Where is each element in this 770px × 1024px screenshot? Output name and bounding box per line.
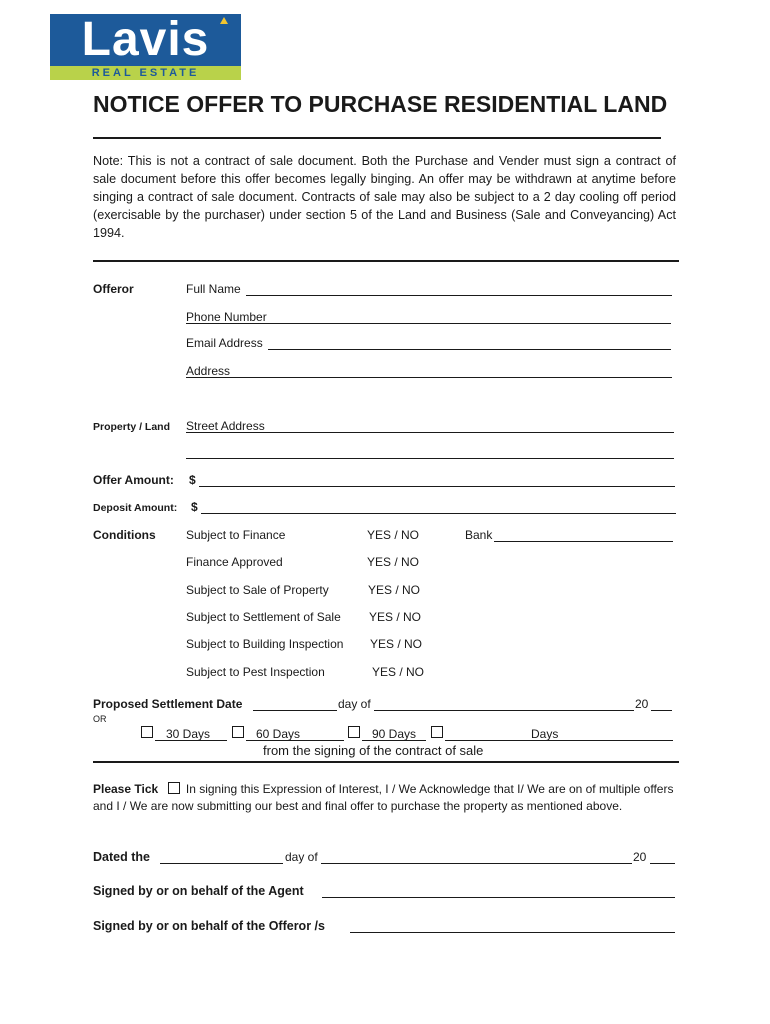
- 30-days-underline: [155, 728, 227, 741]
- street-address-line-2[interactable]: [186, 446, 674, 459]
- phone-number-label: Phone Number: [186, 310, 267, 324]
- deposit-currency: $: [191, 500, 198, 514]
- settlement-year-prefix: 20: [635, 697, 649, 711]
- section-divider: [93, 260, 679, 262]
- 90-days-underline: [362, 728, 426, 741]
- dated-year-field[interactable]: [650, 851, 675, 864]
- or-label: OR: [93, 714, 107, 724]
- 30-days-label: 30 Days: [166, 727, 211, 741]
- address-field[interactable]: [186, 365, 672, 378]
- disclaimer-note: Note: This is not a contract of sale document. Both the Purchase and Vender must sign a contract of sale document before this offer becomes legally binging. An offer may be withdrawn at anytime before singing a contract of sale document. Contracts of sale may also be subject to a 2 day cooling off period (exercisable by the purchaser) under section 5 of the Land and Business (Sale and Conveyancing) Act 1994.: [93, 154, 676, 240]
- custom-days-checkbox[interactable]: [431, 726, 443, 738]
- custom-days-field[interactable]: [445, 728, 673, 741]
- please-tick-paragraph: [93, 781, 675, 815]
- conditions-label: Conditions: [93, 528, 156, 542]
- dated-day-of: day of: [285, 850, 318, 864]
- condition-label: Finance Approved: [186, 555, 283, 569]
- condition-choice[interactable]: YES / NO: [370, 637, 423, 651]
- offeror-label: Offeror: [93, 282, 134, 296]
- dated-day-field[interactable]: [160, 851, 283, 864]
- logo-tagline: REAL ESTATE: [91, 67, 200, 79]
- from-signing-text: from the signing of the contract of sale: [263, 743, 484, 758]
- dated-month-field[interactable]: [321, 851, 632, 864]
- email-address-label: Email Address: [186, 336, 263, 350]
- settlement-day-field[interactable]: [253, 698, 337, 711]
- settlement-month-field[interactable]: [374, 698, 634, 711]
- acknowledge-checkbox[interactable]: [168, 782, 180, 794]
- condition-label: Subject to Sale of Property: [186, 583, 329, 597]
- 90-days-label: 90 Days: [372, 727, 417, 741]
- condition-label: Subject to Finance: [186, 528, 286, 542]
- dated-label: Dated the: [93, 850, 150, 864]
- property-land-label: Property / Land: [93, 421, 171, 433]
- phone-number-field[interactable]: [186, 311, 671, 324]
- company-logo: [50, 14, 241, 80]
- email-address-field[interactable]: [268, 337, 671, 350]
- full-name-field[interactable]: [246, 283, 672, 296]
- 60-days-label: 60 Days: [256, 727, 301, 741]
- custom-days-label: Days: [531, 727, 559, 741]
- condition-choice[interactable]: YES / NO: [369, 610, 422, 624]
- signed-offeror-label: Signed by or on behalf of the Offeror /s: [93, 919, 325, 933]
- street-address-field[interactable]: [186, 420, 674, 433]
- please-tick-label: Please Tick: [93, 782, 159, 796]
- deposit-amount-label: Deposit Amount:: [93, 502, 178, 514]
- condition-choice[interactable]: YES / NO: [368, 583, 421, 597]
- 60-days-checkbox[interactable]: [232, 726, 244, 738]
- settlement-year-field[interactable]: [651, 698, 672, 711]
- section-divider: [93, 761, 679, 763]
- settlement-day-of: day of: [338, 697, 371, 711]
- condition-label: Subject to Settlement of Sale: [186, 610, 341, 624]
- address-label: Address: [186, 364, 231, 378]
- deposit-amount-field[interactable]: [201, 501, 676, 514]
- condition-label: Subject to Building Inspection: [186, 637, 344, 651]
- 90-days-checkbox[interactable]: [348, 726, 360, 738]
- offer-amount-label: Offer Amount:: [93, 473, 174, 487]
- logo-accent-icon: [220, 17, 228, 24]
- signed-offeror-field[interactable]: [350, 920, 675, 933]
- settlement-date-label: Proposed Settlement Date: [93, 697, 243, 711]
- page-title: NOTICE OFFER TO PURCHASE RESIDENTIAL LAND: [93, 91, 668, 117]
- signed-agent-field[interactable]: [322, 885, 675, 898]
- full-name-label: Full Name: [186, 282, 241, 296]
- condition-choice[interactable]: YES / NO: [367, 555, 420, 569]
- dated-year-prefix: 20: [633, 850, 647, 864]
- offer-amount-field[interactable]: [199, 474, 675, 487]
- 30-days-checkbox[interactable]: [141, 726, 153, 738]
- condition-label: Subject to Pest Inspection: [186, 665, 325, 679]
- title-underline: [93, 137, 661, 139]
- condition-choice[interactable]: YES / NO: [367, 528, 420, 542]
- 60-days-underline: [246, 728, 344, 741]
- signed-agent-label: Signed by or on behalf of the Agent: [93, 884, 304, 898]
- offer-currency: $: [189, 473, 196, 487]
- condition-choice[interactable]: YES / NO: [372, 665, 425, 679]
- please-tick-text: In signing this Expression of Interest, I / We Acknowledge that I/ We are on of multiple offers and I / We are now submitting our best and final offer to purchase the property as mentioned above.: [93, 782, 674, 813]
- street-address-label: Street Address: [186, 419, 265, 433]
- logo-brand-text: Lavis: [81, 13, 210, 66]
- bank-label: Bank: [465, 528, 493, 542]
- bank-field[interactable]: [494, 529, 673, 542]
